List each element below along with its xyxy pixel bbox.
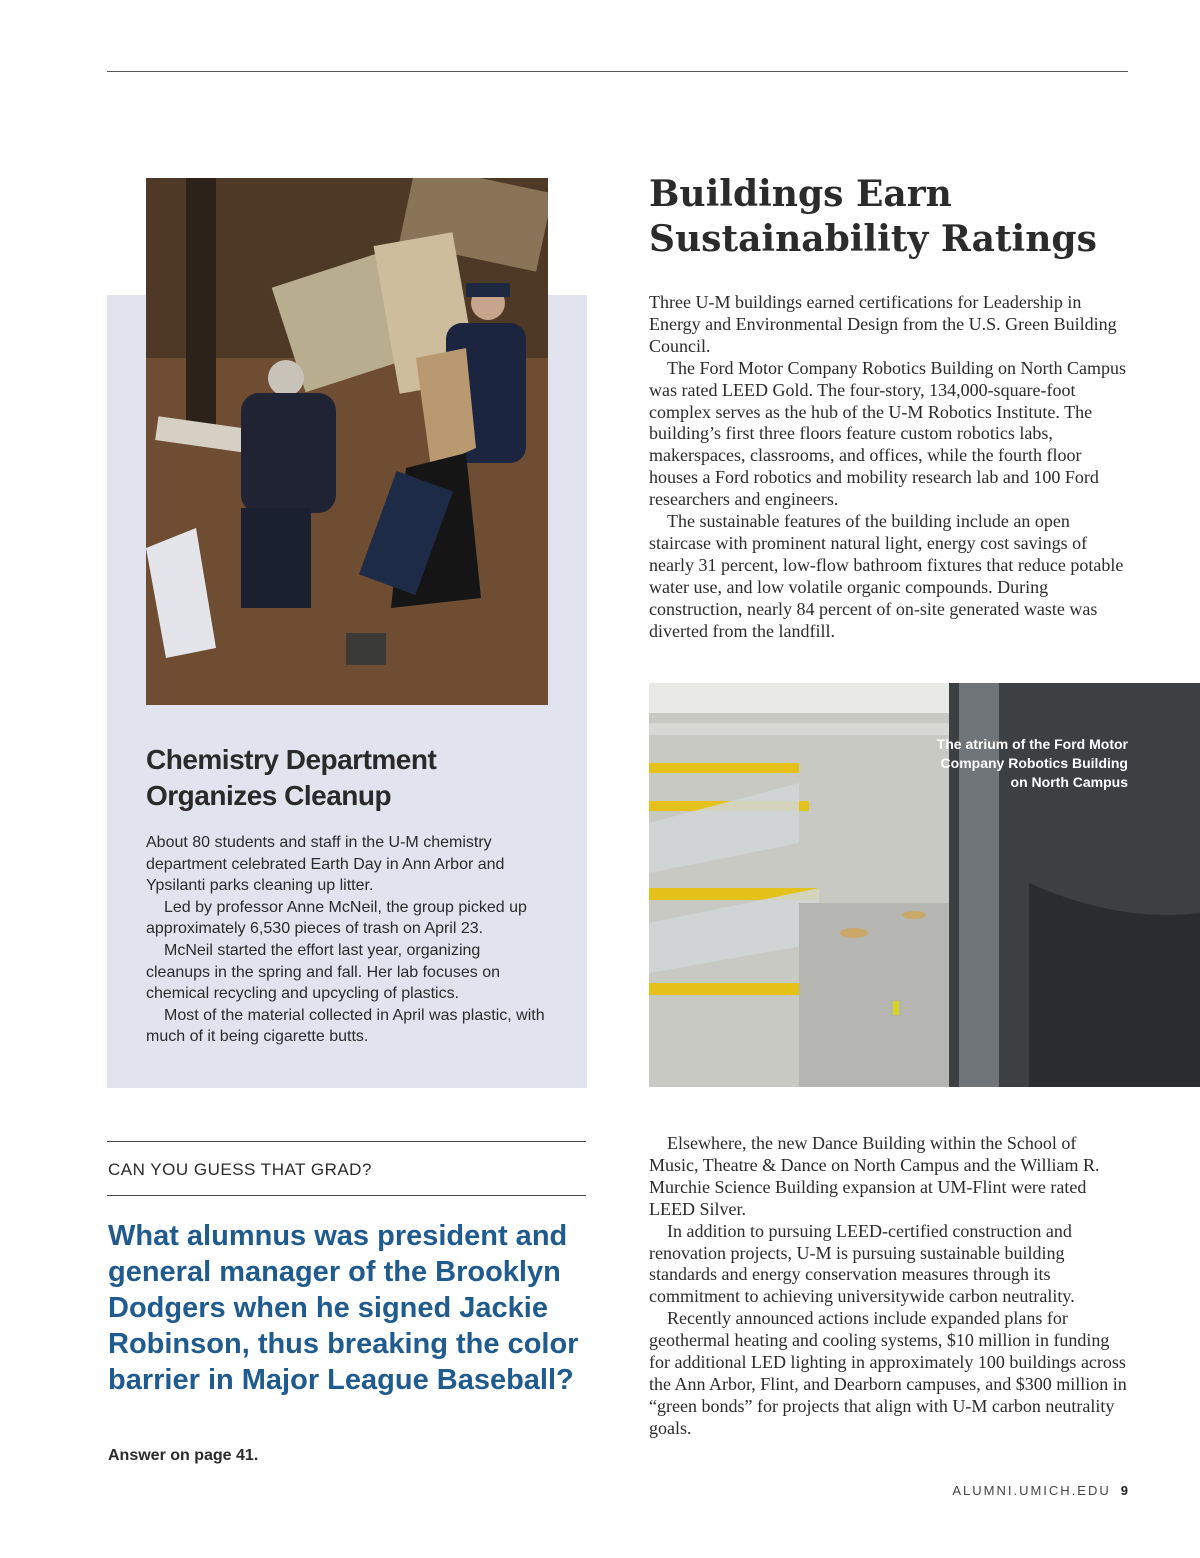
buildings-body	[649, 292, 1129, 643]
page-number: 9	[1120, 1483, 1128, 1498]
cleanup-paragraph: About 80 students and staff in the U-M chemistry department celebrated Earth Day in Ann Arbor and Ypsilanti parks cleaning up litter.	[146, 834, 505, 895]
guess-rule-top	[107, 1141, 586, 1142]
cleanup-photo	[146, 178, 548, 705]
atrium-caption: The atrium of the Ford Motor Company Robotics Building on North Campus	[936, 736, 1128, 790]
buildings-paragraph: The sustainable features of the building include an open staircase with prominent natural light, energy cost savings of nearly 31 percent, low-flow bathroom fixtures that reduce potable water use, and low volatile organic compounds. During construction, nearly 84 percent of on-site generated waste was diverted from the landfill.	[649, 511, 1124, 641]
buildings-title: Buildings Earn Sustainability Ratings	[649, 173, 1097, 260]
buildings-paragraph: In addition to pursuing LEED-certified construction and renovation projects, U-M is pursuing sustainable building standards and energy conservation measures through its commitment to achieving universitywide carbon neutrality.	[649, 1220, 1075, 1307]
cleanup-paragraph: McNeil started the effort last year, organizing cleanups in the spring and fall. Her lab focuses on chemical recycling and upcycling of plastics.	[146, 941, 500, 1003]
cleanup-title: Chemistry Department Organizes Cleanup	[146, 744, 437, 811]
guess-grad-answer: Answer on page 41.	[108, 1447, 259, 1464]
buildings-body-continued	[649, 1133, 1129, 1440]
guess-grad-label: CAN YOU GUESS THAT GRAD?	[108, 1160, 372, 1179]
buildings-paragraph: Three U-M buildings earned certifications for Leadership in Energy and Environmental Design from the U.S. Green Building Council.	[649, 292, 1117, 356]
buildings-paragraph: Recently announced actions include expanded plans for geothermal heating and cooling systems, $10 million in funding for additional LED lighting in approximately 100 buildings across the Ann Arbor, Flint, and Dearborn campuses, and $300 million in “green bonds” for projects that align with U-M carbon neutrality goals.	[649, 1308, 1127, 1438]
cleanup-paragraph: Most of the material collected in April was plastic, with much of it being cigarette butts.	[146, 1006, 545, 1046]
top-rule	[107, 71, 1128, 72]
cleanup-paragraph: Led by professor Anne McNeil, the group picked up approximately 6,530 pieces of trash on April 23.	[146, 898, 527, 938]
cleanup-body	[146, 832, 546, 1048]
guess-grad-question: What alumnus was president and general manager of the Brooklyn Dodgers when he signed Jackie Robinson, thus breaking the color barrier in Major League Baseball?	[108, 1220, 579, 1396]
page-footer	[952, 1483, 1128, 1498]
buildings-paragraph: Elsewhere, the new Dance Building within the School of Music, Theatre & Dance on North Campus and the William R. Murchie Science Building expansion at UM-Flint were rated LEED Silver.	[649, 1133, 1100, 1219]
guess-rule-bottom	[107, 1195, 586, 1196]
footer-site: ALUMNI.UMICH.EDU	[952, 1483, 1111, 1498]
buildings-paragraph: The Ford Motor Company Robotics Building on North Campus was rated LEED Gold. The four-story, 134,000-square-foot complex serves as the hub of the U-M Robotics Institute. The building’s first three floors feature custom robotics labs, makerspaces, classrooms, and offices, while the fourth floor houses a Ford robotics and mobility research lab and 100 Ford researchers and engineers.	[649, 357, 1126, 510]
